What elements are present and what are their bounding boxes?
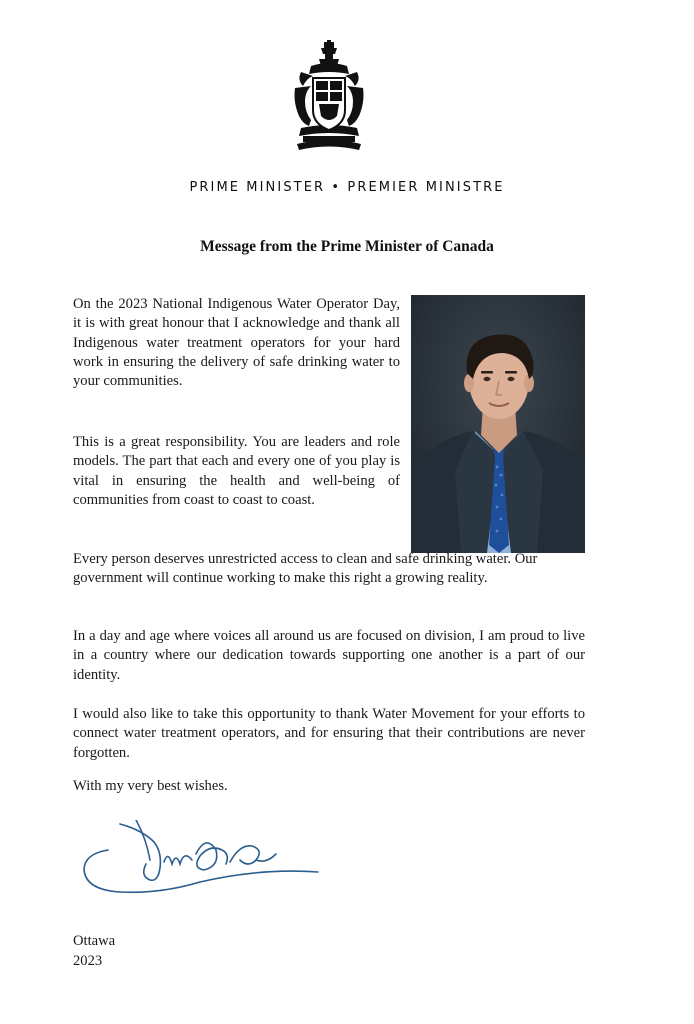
paragraph-5: I would also like to take this opportunity to thank Water Movement for your efforts to connect water treatment operators, and for ensuring that their contributions are never forgotten. bbox=[73, 706, 585, 761]
location: Ottawa bbox=[73, 933, 116, 949]
handwritten-signature bbox=[80, 820, 326, 898]
paragraph-4: In a day and age where voices all around us are focused on division, I am proud to live in a country where our dedication towards supporting one another is a part of our identity. bbox=[73, 628, 585, 683]
page-title: Message from the Prime Minister of Canada bbox=[200, 238, 494, 255]
paragraph-1: On the 2023 National Indigenous Water Operator Day, it is with great honour that I acknowledge and thank all Indigenous water treatment operators for your hard work in ensuring the delivery of safe drinking water to your communities. bbox=[73, 296, 400, 390]
paragraph-3: Every person deserves unrestricted access to clean and safe drinking water. Our government will continue working to make this right a growing reality. bbox=[73, 551, 538, 587]
year: 2023 bbox=[73, 953, 103, 969]
paragraph-2: This is a great responsibility. You are leaders and role models. The part that each and every one of you play is vital in ensuring the health and well-being of communities from coast to coast to coast. bbox=[73, 434, 400, 508]
closing-line: With my very best wishes. bbox=[73, 778, 228, 794]
office-heading: PRIME MINISTER • PREMIER MINISTRE bbox=[189, 180, 505, 195]
portrait-photo bbox=[411, 295, 585, 553]
coat-of-arms-icon bbox=[293, 40, 365, 152]
